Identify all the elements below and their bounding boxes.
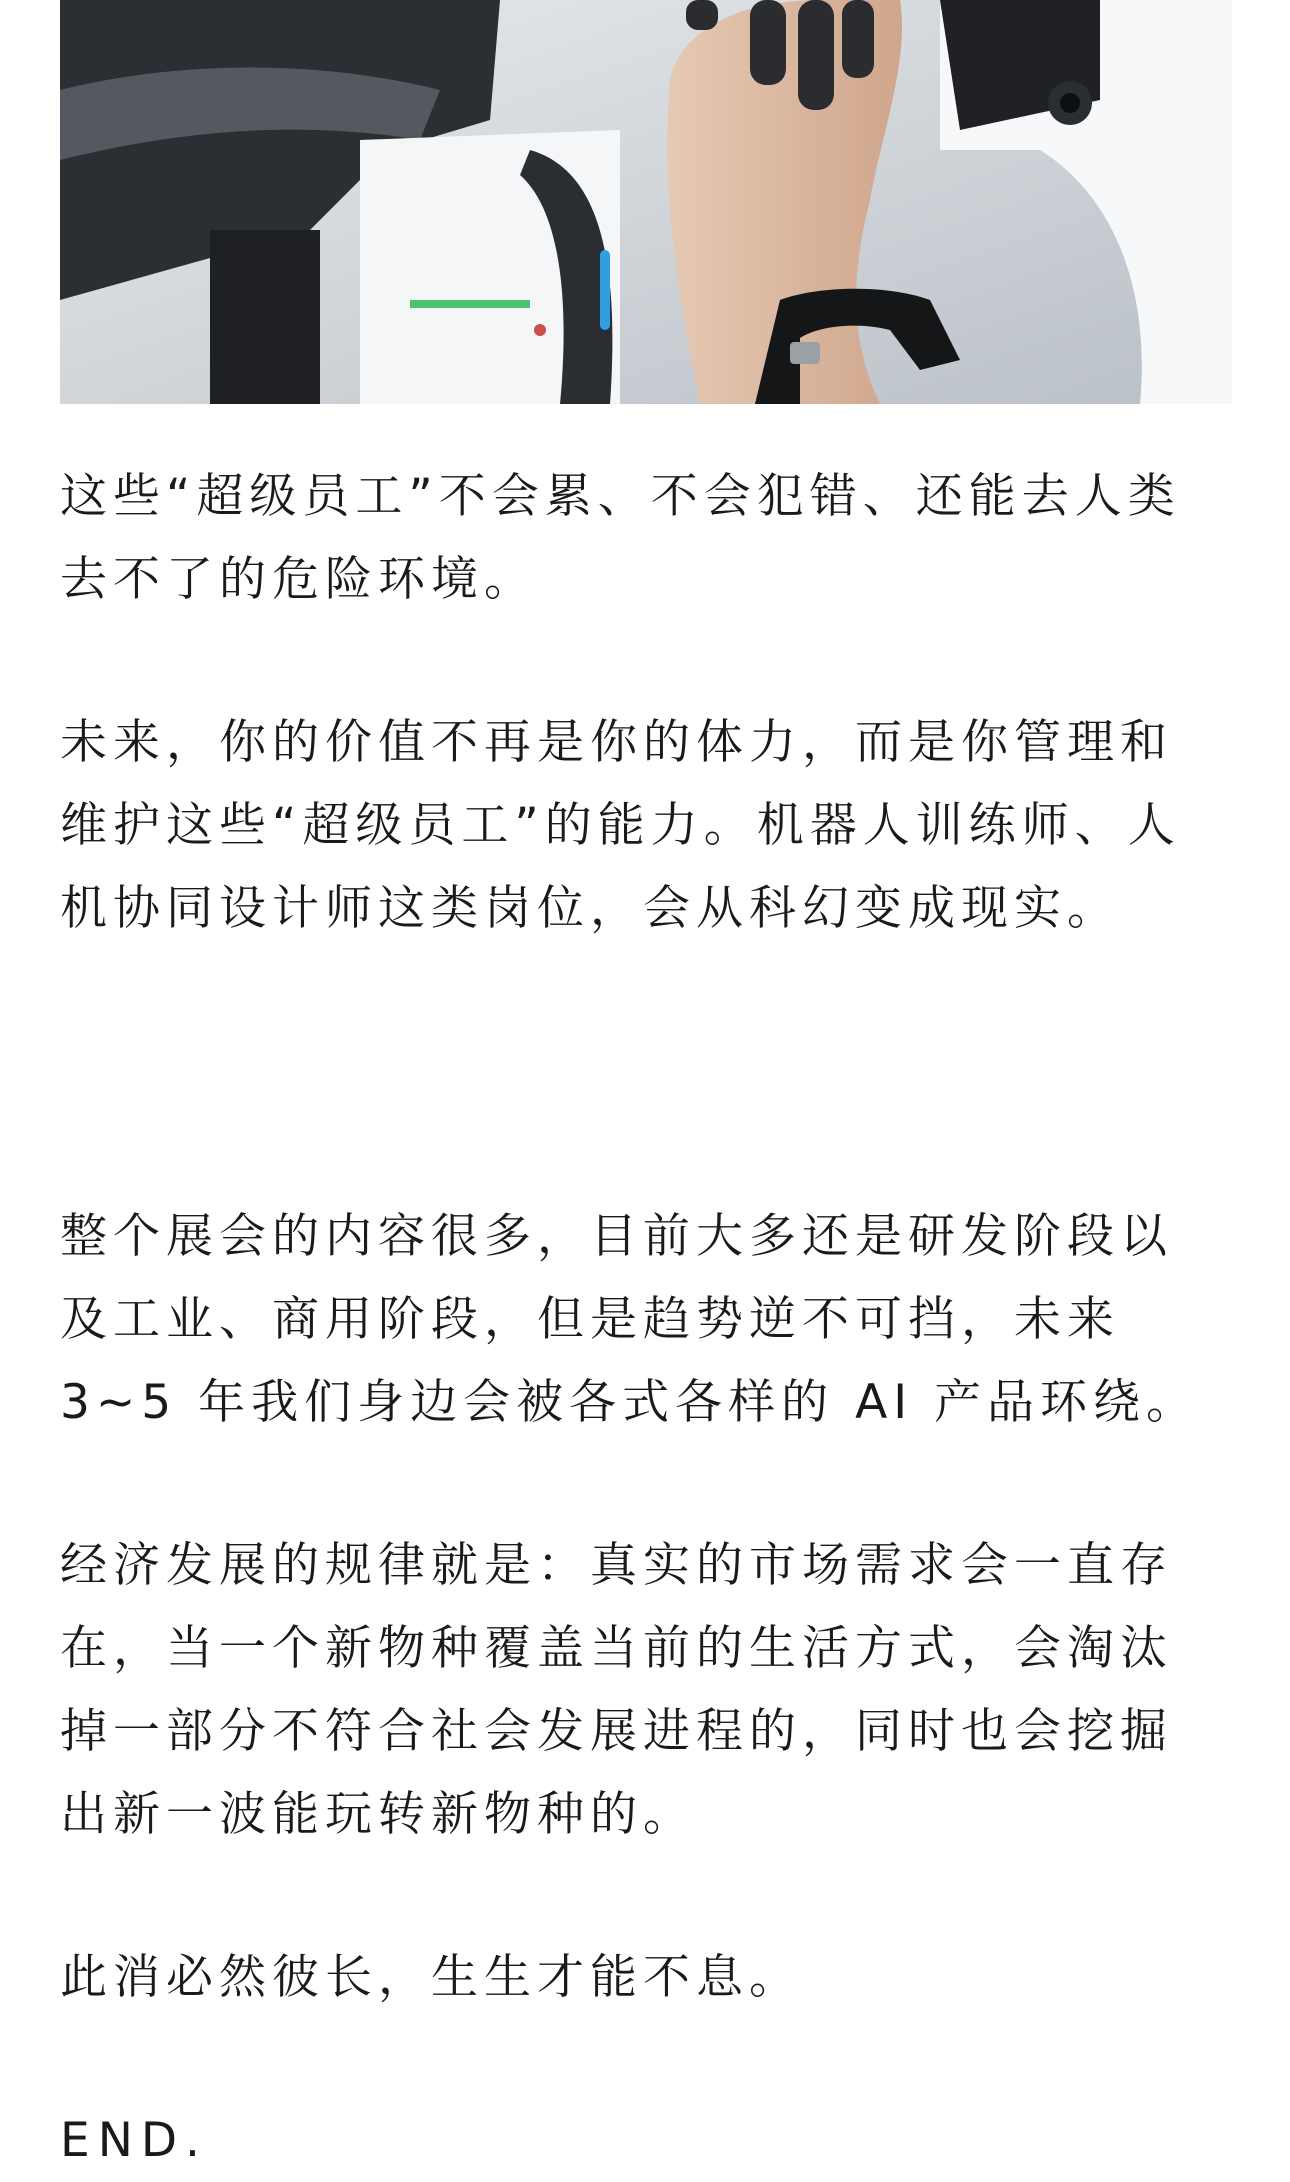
end-label: END. [60, 2113, 208, 2168]
paragraph-2 [60, 701, 1232, 950]
text-line: 掉一部分不符合社会发展进程的，同时也会挖掘 [60, 1704, 1173, 1759]
paragraph-1 [60, 455, 1232, 621]
paragraph-4 [60, 1524, 1232, 1856]
text-line: 机协同设计师这类岗位，会从科幻变成现实。 [60, 881, 1120, 936]
text-line: 出新一波能玩转新物种的。 [60, 1787, 696, 1842]
text-line: 此消必然彼长，生生才能不息。 [60, 1950, 802, 2005]
robot-hand-image [60, 0, 1232, 404]
text-line: 及工业、商用阶段，但是趋势逆不可挡，未来 [60, 1292, 1120, 1347]
text-line: 经济发展的规律就是：真实的市场需求会一直存 [60, 1538, 1173, 1593]
article-body [60, 455, 1232, 2182]
text-line: 去不了的危险环境。 [60, 552, 537, 607]
text-line: 维护这些“超级员工”的能力。机器人训练师、人 [60, 798, 1181, 853]
text-line: 整个展会的内容很多，目前大多还是研发阶段以 [60, 1209, 1173, 1264]
paragraph-3 [60, 1195, 1232, 1444]
text-line: 未来，你的价值不再是你的体力，而是你管理和 [60, 715, 1173, 770]
text-line: 3~5 年我们身边会被各式各样的 AI 产品环绕。 [60, 1375, 1200, 1430]
paragraph-5 [60, 1936, 1232, 2019]
text-line: 在，当一个新物种覆盖当前的生活方式，会淘汰 [60, 1621, 1173, 1676]
text-line: 这些“超级员工”不会累、不会犯错、还能去人类 [60, 469, 1181, 524]
article-photo [60, 0, 1232, 404]
